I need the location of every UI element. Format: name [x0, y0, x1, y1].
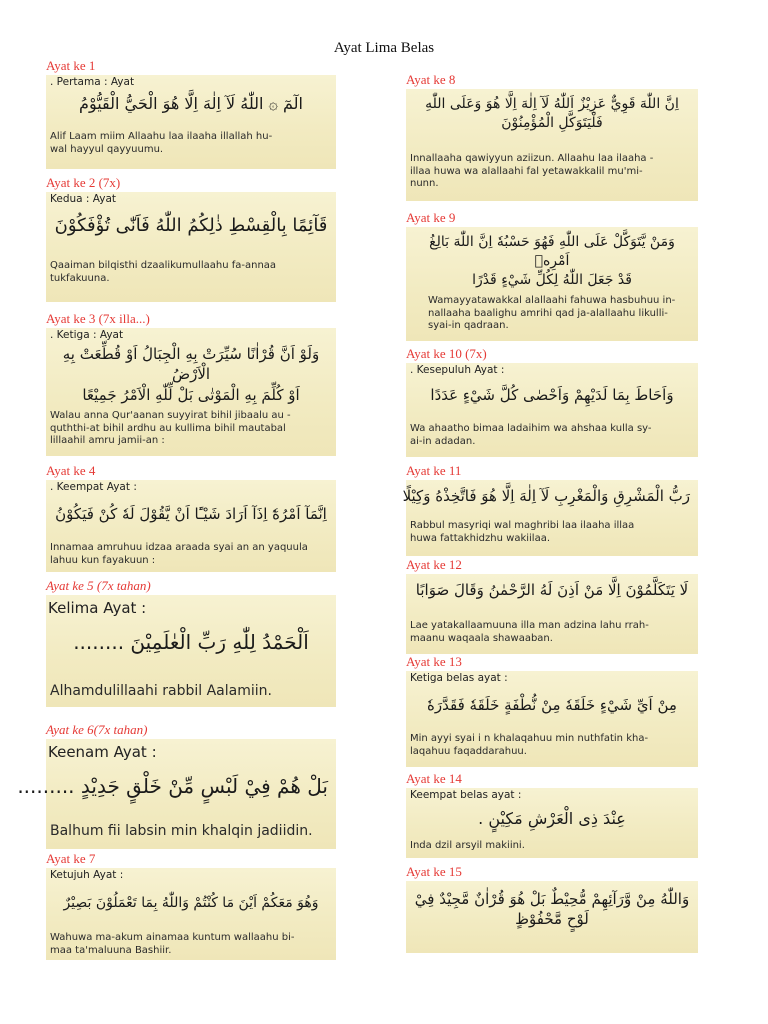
ayat-heading: Ayat ke 1 [46, 58, 96, 73]
scan-image [406, 881, 698, 953]
transliteration: Qaaiman bilqisthi dzaalikumullaahu fa-annaa tukfakuuna. [50, 260, 277, 284]
arabic-text: وَمَنْ يَّتَوَكَّلْ عَلَى اللّٰهِ فَهُوَ حَسْبُهٗ اِنَّ اللّٰهَ بَالِغُ اَمْرِهٖ قَدْ جَعَلَ اللّٰهُ لِكُلِّ شَيْءٍ قَدْرًا [429, 234, 675, 288]
ayat-15 [406, 864, 698, 953]
scan-image [46, 595, 336, 707]
transliteration: Min ayyi syai i n khalaqahuu min nuthfatin kha- laqahuu faqaddarahuu. [410, 733, 649, 757]
arabic-text: مِنْ اَيِّ شَيْءٍ خَلَقَهٗ مِنْ نُّطْفَةٍ خَلَقَهٗ فَقَدَّرَهٗ [427, 696, 677, 714]
transliteration: Wa ahaatho bimaa ladaihim wa ahshaa kulla sy- ai-in adadan. [410, 423, 652, 447]
transliteration: Lae yatakallaamuuna illa man adzina lahu rrah- maanu waqaala shawaaban. [410, 620, 649, 644]
scan-image [46, 480, 336, 572]
transliteration: Innamaa amruhuu idzaa araada syai an an yaquula lahuu kun fayakuun : [50, 542, 308, 566]
ayat-1 [46, 58, 336, 169]
scan-image [46, 328, 336, 456]
arabic-text: اِنَّمَآ اَمْرُهٗٓ اِذَآ اَرَادَ شَيْـًٔا اَنْ يَّقُوْلَ لَهٗ كُنْ فَيَكُوْنُ [55, 505, 327, 523]
scan-image [406, 363, 698, 457]
arabic-text: رَبُّ الْمَشْرِقِ وَالْمَغْرِبِ لَآ اِلٰهَ اِلَّا هُوَ فَاتَّخِذْهُ وَكِيْلًا [402, 487, 690, 505]
ayat-13 [406, 654, 698, 767]
ayat-6 [17, 722, 336, 849]
transliteration: Walau anna Qur'aanan suyyirat bihil jibaalu au - quththi-at bihil ardhu au kullima bihil mautabal lillaahil amru jamii-an : [50, 410, 291, 446]
ayat-heading: Ayat ke 4 [46, 463, 96, 478]
ayat-8 [406, 72, 698, 201]
ayat-2 [46, 175, 336, 302]
ayat-label: Keempat belas ayat : [410, 789, 522, 801]
ayat-3 [46, 311, 336, 456]
arabic-text: بَلْ هُمْ فِيْ لَبْسٍ مِّنْ خَلْقٍ جَدِيْدٍ ......... [17, 774, 328, 798]
ayat-heading: Ayat ke 2 (7x) [46, 175, 121, 190]
transliteration: Rabbul masyriqi wal maghribi laa ilaaha illaa huwa fattakhidzhu wakiilaa. [410, 520, 635, 544]
arabic-text: الٓمٓ ۞ اللّٰهُ لَآ اِلٰهَ اِلَّا هُوَ الْحَيُّ الْقَيُّوْمُ [79, 94, 303, 113]
ayat-label: . Pertama : Ayat [50, 76, 135, 88]
ayat-7 [46, 851, 336, 960]
ayat-label: Ketujuh Ayat : [50, 869, 124, 881]
transliteration: Innallaaha qawiyyun aziizun. Allaahu laa ilaaha - illaa huwa wa alallaahi fal yetawakkalil mu'mi- nunn. [410, 153, 654, 189]
ayat-5 [46, 578, 336, 707]
scan-image [17, 739, 336, 849]
arabic-text: عِنْدَ ذِى الْعَرْشِ مَكِيْنٍ . [478, 809, 626, 828]
transliteration: Alif Laam miim Allaahu laa ilaaha illallah hu- wal hayyul qayyuumu. [50, 131, 273, 155]
ayat-heading: Ayat ke 14 [406, 771, 462, 786]
ayat-label: . Ketiga : Ayat [50, 329, 124, 341]
ayat-11 [402, 463, 698, 556]
ayat-label: . Keempat Ayat : [50, 481, 137, 493]
scan-image [402, 480, 698, 556]
arabic-text: اِنَّ اللّٰهَ قَوِيٌّ عَزِيْزٌ اَللّٰهُ لَآ اِلٰهَ اِلَّا هُوَ وَعَلَى اللّٰهِ فَلْيَتَوَكَّلِ الْمُؤْمِنُوْنَ [425, 96, 679, 131]
ayat-heading: Ayat ke 11 [406, 463, 462, 478]
scan-image [406, 227, 698, 341]
ayat-heading: Ayat ke 3 (7x illa...) [46, 311, 150, 326]
ayat-9 [406, 210, 698, 341]
transliteration: Inda dzil arsyil makiini. [410, 840, 525, 851]
ayat-label: Keenam Ayat : [48, 743, 157, 761]
arabic-text: قَآئِمًا بِالْقِسْطِ ذٰلِكُمُ اللّٰهُ فَاَنّٰى تُؤْفَكُوْنَ [54, 215, 328, 236]
ayat-heading: Ayat ke 9 [406, 210, 456, 225]
arabic-text: لَا يَتَكَلَّمُوْنَ اِلَّا مَنْ اَذِنَ لَهُ الرَّحْمٰنُ وَقَالَ صَوَابًا [415, 581, 689, 599]
transliteration: Alhamdulillaahi rabbil Aalamiin. [50, 683, 272, 699]
ayat-label: Kedua : Ayat [50, 193, 117, 205]
scan-image [406, 671, 698, 767]
ayat-heading: Ayat ke 5 (7x tahan) [46, 578, 151, 593]
transliteration: Balhum fii labsin min khalqin jadiidin. [50, 823, 313, 839]
arabic-text: وَاَحَاطَ بِمَا لَدَيْهِمْ وَاَحْصٰى كُلَّ شَيْءٍ عَدَدًا [430, 386, 674, 404]
transliteration: Wahuwa ma-akum ainamaa kuntum wallaahu bi- maa ta'maluuna Bashiir. [50, 932, 295, 956]
scan-image [406, 574, 698, 654]
ayat-heading: Ayat ke 10 (7x) [406, 346, 487, 361]
page-title: Ayat Lima Belas [333, 40, 435, 56]
ayat-heading: Ayat ke 12 [406, 557, 462, 572]
ayat-label: . Kesepuluh Ayat : [410, 364, 505, 376]
arabic-text: وَهُوَ مَعَكُمْ اَيْنَ مَا كُنْتُمْ وَاللّٰهُ بِمَا تَعْمَلُوْنَ بَصِيْرٌ [63, 895, 319, 911]
transliteration: Wamayyatawakkal alallaahi fahuwa hasbuhuu in- nallaaha baalighu amrihi qad ja-alallaahu likulli- syai-in qadraan. [428, 295, 676, 331]
scan-image [46, 868, 336, 960]
ayat-14 [406, 771, 698, 858]
scan-image [46, 75, 336, 169]
ayat-heading: Ayat ke 6(7x tahan) [46, 722, 148, 737]
scan-image [406, 89, 698, 201]
ayat-label: Ketiga belas ayat : [410, 672, 508, 684]
ayat-heading: Ayat ke 7 [46, 851, 96, 866]
ayat-heading: Ayat ke 15 [406, 864, 462, 879]
ayat-heading: Ayat ke 8 [406, 72, 456, 87]
arabic-text: وَاللّٰهُ مِنْ وَّرَآئِهِمْ مُّحِيْطٌ بَلْ هُوَ قُرْاٰنٌ مَّجِيْدٌ فِيْ لَوْحٍ مَّحْفُوْظٍ [414, 890, 690, 929]
arabic-text: اَلْحَمْدُ لِلّٰهِ رَبِّ الْعٰلَمِيْنَ ........ [73, 630, 309, 654]
scan-image [46, 192, 336, 302]
ayat-12 [406, 557, 698, 654]
ayat-heading: Ayat ke 13 [406, 654, 462, 669]
scan-image [406, 788, 698, 858]
ayat-4 [46, 463, 336, 572]
arabic-text: وَلَوْ اَنَّ قُرْاٰنًا سُيِّرَتْ بِهِ الْجِبَالُ اَوْ قُطِّعَتْ بِهِ الْاَرْضُ اَوْ كُلِّمَ بِهِ الْمَوْتٰى بَلْ لِّلّٰهِ الْاَمْرُ جَمِيْعًا [62, 345, 320, 404]
ayat-label: Kelima Ayat : [48, 599, 147, 617]
ayat-10 [406, 346, 698, 457]
